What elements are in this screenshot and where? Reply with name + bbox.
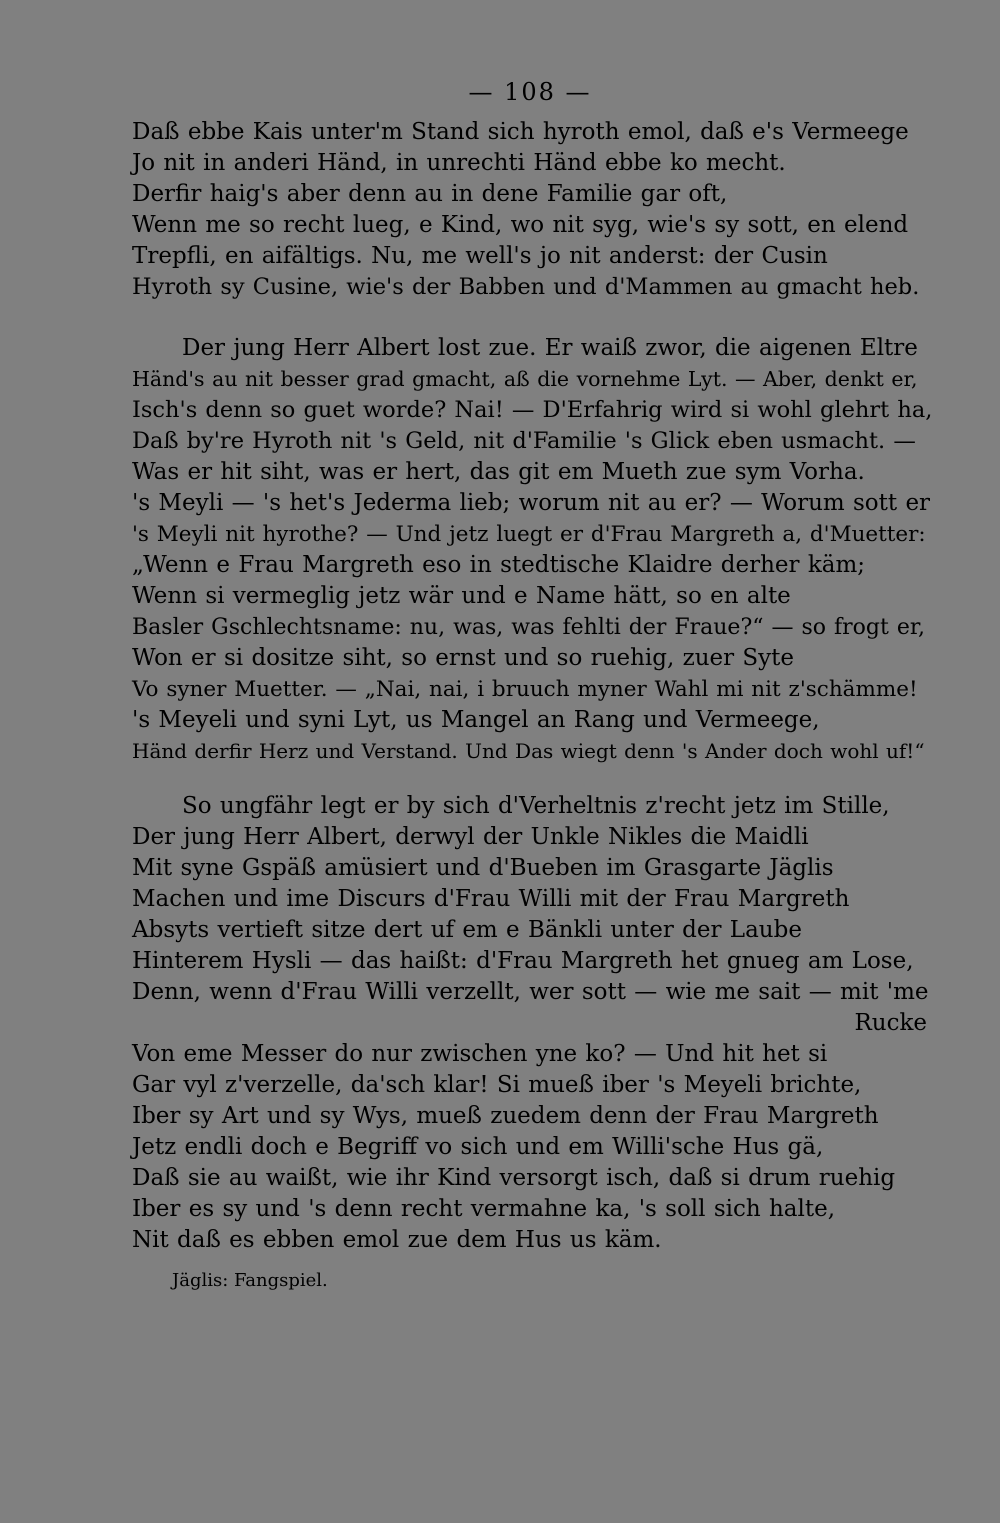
verse-line: Der jung Herr Albert lost zue. Er waiß zwor, die aigenen Eltre — [182, 335, 918, 361]
verse-line: Iber es sy und 's denn recht vermahne ka, 's soll sich halte, — [132, 1196, 836, 1222]
verse-line: Daß ebbe Kais unter'm Stand sich hyroth emol, daß e's Vermeege — [132, 119, 909, 145]
verse-line: Von eme Messer do nur zwischen yne ko? — Und hit het si — [132, 1041, 828, 1067]
verse-line: 's Meyeli und syni Lyt, us Mangel an Rang und Vermeege, — [132, 707, 820, 733]
verse-line: 's Meyli — 's het's Jederma lieb; worum nit au er? — Worum sott er — [132, 490, 931, 516]
footnote: Jäglis: Fangspiel. — [172, 1270, 328, 1291]
verse-line: Machen und ime Discurs d'Frau Willi mit der Frau Margreth — [132, 886, 850, 912]
verse-line: Jetz endli doch e Begriff vo sich und em Willi'sche Hus gä, — [132, 1134, 824, 1160]
verse-line: Jo nit in anderi Händ, in unrechti Händ ebbe ko mecht. — [132, 150, 786, 176]
verse-line: Hinterem Hysli — das haißt: d'Frau Margreth het gnueg am Lose, — [132, 948, 914, 974]
verse-line: Trepfli, en aifältigs. Nu, me well's jo nit anderst: der Cusin — [132, 243, 828, 269]
verse-line-overflow: Rucke — [854, 1010, 927, 1036]
verse-line: Hyroth sy Cusine, wie's der Babben und d'Mammen au gmacht heb. — [132, 274, 920, 300]
verse-line: Denn, wenn d'Frau Willi verzellt, wer sott — wie me sait — mit 'me — [132, 979, 929, 1005]
verse-line: Derfir haig's aber denn au in dene Familie gar oft, — [132, 181, 728, 207]
verse-line: Daß sie au waißt, wie ihr Kind versorgt isch, daß si drum ruehig — [132, 1165, 896, 1191]
verse-line: Absyts vertieft sitze dert uf em e Bänkli unter der Laube — [132, 917, 802, 943]
verse-line: Wenn si vermeglig jetz wär und e Name hätt, so en alte — [132, 583, 791, 609]
verse-line: Händ derfir Herz und Verstand. Und Das wiegt denn 's Ander doch wohl uf!“ — [132, 739, 925, 763]
verse-line: Händ's au nit besser grad gmacht, aß die vornehme Lyt. — Aber, denkt er, — [132, 367, 918, 391]
page-number: — 108 — — [468, 78, 592, 106]
stanza-3 — [132, 791, 932, 1256]
verse-line: So ungfähr legt er by sich d'Verheltnis z'recht jetz im Stille, — [182, 793, 890, 819]
verse-line: Mit syne Gspäß amüsiert und d'Bueben im Grasgarte Jäglis — [132, 855, 834, 881]
verse-line: Iber sy Art und sy Wys, mueß zuedem denn der Frau Margreth — [132, 1103, 879, 1129]
verse-line: Gar vyl z'verzelle, da'sch klar! Si mueß iber 's Meyeli brichte, — [132, 1072, 862, 1098]
verse-line: Daß by're Hyroth nit 's Geld, nit d'Familie 's Glick eben usmacht. — — [132, 428, 916, 454]
verse-line: Nit daß es ebben emol zue dem Hus us käm. — [132, 1227, 662, 1253]
verse-line: Won er si dositze siht, so ernst und so ruehig, zuer Syte — [132, 645, 795, 671]
verse-line: Isch's denn so guet worde? Nai! — D'Erfahrig wird si wohl glehrt ha, — [132, 397, 933, 423]
verse-line: „Wenn e Frau Margreth eso in stedtische Klaidre derher käm; — [132, 552, 866, 578]
verse-line: Der jung Herr Albert, derwyl der Unkle Nikles die Maidli — [132, 824, 809, 850]
verse-line: Vo syner Muetter. — „Nai, nai, i bruuch myner Wahl mi nit z'schämme! — [132, 677, 918, 702]
verse-line: Basler Gschlechtsname: nu, was, was fehlti der Fraue?“ — so frogt er, — [132, 615, 925, 640]
verse-line: 's Meyli nit hyrothe? — Und jetz luegt er d'Frau Margreth a, d'Muetter: — [132, 522, 926, 547]
stanza-1 — [132, 117, 932, 303]
stanza-2 — [132, 333, 932, 767]
verse-line: Was er hit siht, was er hert, das git em Mueth zue sym Vorha. — [132, 459, 865, 485]
verse-line: Wenn me so recht lueg, e Kind, wo nit syg, wie's sy sott, en elend — [132, 212, 909, 238]
